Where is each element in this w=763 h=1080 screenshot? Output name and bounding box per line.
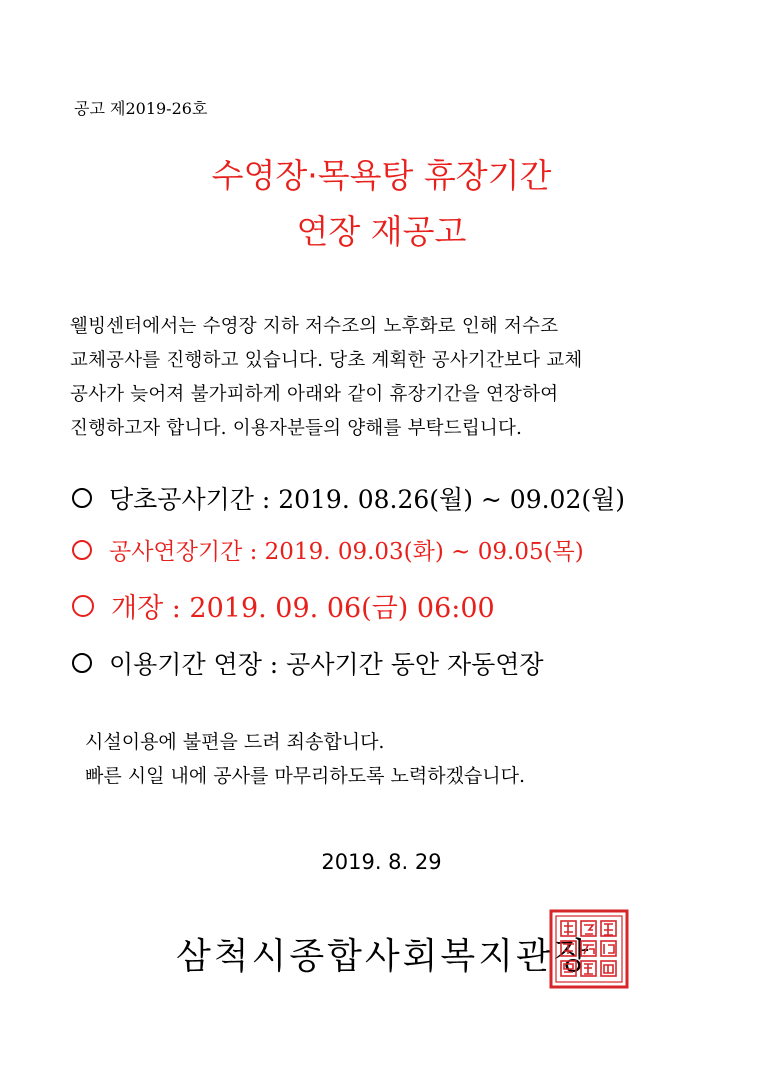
title-line-1: 수영장·목욕탕 휴장기간: [211, 156, 552, 195]
circle-bullet-icon: [72, 488, 92, 508]
list-item-usage-extension: [72, 645, 544, 681]
title-line-2: 연장 재공고: [296, 212, 467, 251]
circle-bullet-icon: [72, 595, 94, 617]
list-item-text: 당초공사기간 : 2019. 08.26(월) ~ 09.02(월): [109, 485, 626, 514]
list-item-reopening: [72, 586, 495, 625]
list-item-text: 개장 : 2019. 09. 06(금) 06:00: [111, 593, 495, 624]
official-seal-icon: [548, 908, 630, 990]
closing-line-1: 시설이용에 불편을 드려 죄송합니다.: [85, 731, 385, 753]
circle-bullet-icon: [72, 653, 92, 673]
issuer-signature: 삼척시종합사회복지관장: [176, 936, 592, 977]
body-line-4: 진행하고자 합니다. 이용자분들의 양해를 부탁드립니다.: [70, 418, 523, 439]
list-item-extended-period: [72, 533, 584, 566]
list-item-text: 이용기간 연장 : 공사기간 동안 자동연장: [109, 650, 544, 679]
list-item-original-period: [72, 480, 625, 516]
list-item-text: 공사연장기간 : 2019. 09.03(화) ~ 09.05(목): [109, 539, 584, 565]
circle-bullet-icon: [72, 540, 92, 560]
closing-line-2: 빠른 시일 내에 공사를 마무리하도록 노력하겠습니다.: [85, 765, 526, 787]
notice-date: 2019. 8. 29: [321, 850, 442, 874]
body-line-3: 공사가 늦어져 불가피하게 아래와 같이 휴장기간을 연장하여: [70, 384, 559, 405]
notice-number: 공고 제2019-26호: [74, 99, 208, 118]
body-line-1: 웰빙센터에서는 수영장 지하 저수조의 노후화로 인해 저수조: [70, 316, 559, 337]
body-line-2: 교체공사를 진행하고 있습니다. 당초 계획한 공사기간보다 교체: [70, 350, 583, 371]
